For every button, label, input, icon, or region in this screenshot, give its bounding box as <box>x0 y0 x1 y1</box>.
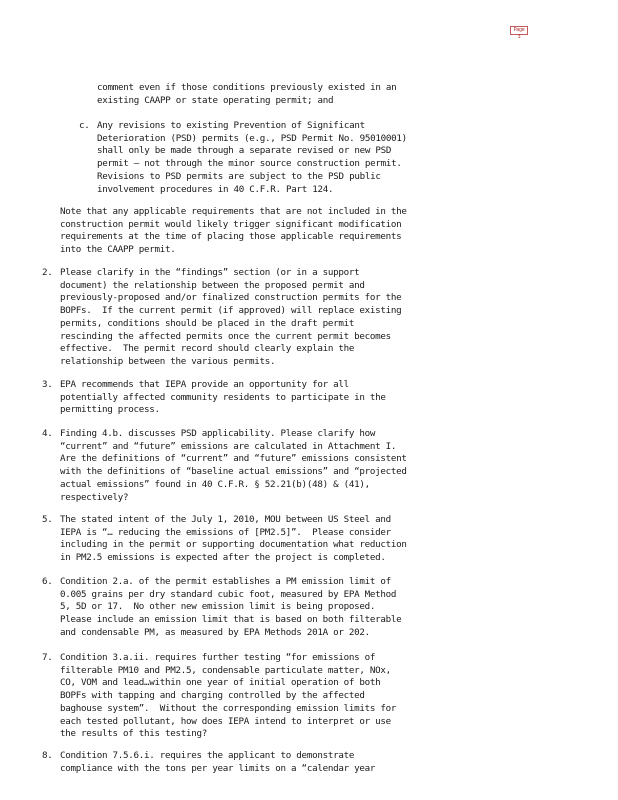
item-line: each tested pollutant, how does IEPA intend to interpret or use <box>60 715 391 727</box>
item-line: BOPFs. If the current permit (if approved) will replace existing <box>60 305 402 317</box>
item-line: Condition 7.5.6.i. requires the applicant to demonstrate <box>60 750 355 761</box>
item-line: filterable PM10 and PM2.5, condensable particulate matter, NOx, <box>60 664 391 676</box>
item-line: Are the definitions of “current” and “future” emissions consistent <box>60 453 407 465</box>
item-line: permits, conditions should be placed in the draft permit <box>60 317 355 329</box>
item-line: 0.005 grains per dry standard cubic foot, measured by EPA Method <box>60 588 397 600</box>
note-line: requirements at the time of placing those applicable requirements <box>60 231 402 243</box>
item-line: Condition 2.a. of the permit establishes a PM emission limit of <box>60 576 391 587</box>
item-line: previously-proposed and/or finalized construction permits for the <box>60 292 402 304</box>
subitem-c-line: Revisions to PSD permits are subject to the PSD public <box>97 170 381 182</box>
item-line: “current” and “future” emissions are calculated in Attachment I. <box>60 440 397 452</box>
item-line: permitting process. <box>60 404 160 416</box>
note-line: Note that any applicable requirements that are not included in the <box>60 206 407 217</box>
item-line: The stated intent of the July 1, 2010, MOU between US Steel and <box>60 514 391 525</box>
item-line: respectively? <box>60 491 129 503</box>
item-line: Please clarify in the “findings” section (or in a support <box>60 267 360 278</box>
item-number: 7. <box>42 652 53 663</box>
item-line: including in the permit or supporting documentation what reduction <box>60 539 407 551</box>
subitem-c-line: permit – not through the minor source construction permit. <box>97 158 402 170</box>
item-line: actual emissions” found in 40 C.F.R. § 52.21(b)(48) & (41), <box>60 478 370 490</box>
subitem-c-label: c. <box>79 120 90 131</box>
item-number: 6. <box>42 576 53 587</box>
item-line: and condensable PM, as measured by EPA Methods 201A or 202. <box>60 626 370 638</box>
subitem-b-line: comment even if those conditions previously existed in an <box>97 82 397 93</box>
subitem-c-line: Any revisions to existing Prevention of Significant <box>97 120 365 131</box>
item-number: 3. <box>42 379 53 390</box>
item-line: 5, 5D or 17. No other new emission limit is being proposed. <box>60 601 376 613</box>
item-line: effective. The permit record should clearly explain the <box>60 343 355 355</box>
item-line: baghouse system”. Without the corresponding emission limits for <box>60 702 397 714</box>
item-line: rescinding the affected permits once the current permit becomes <box>60 330 391 342</box>
subitem-b-line: existing CAAPP or state operating permit; and <box>97 94 334 106</box>
item-line: with the definitions of “baseline actual emissions” and “projected <box>60 466 407 478</box>
note-line: into the CAAPP permit. <box>60 244 176 256</box>
item-line: CO, VOM and lead…within one year of initial operation of both <box>60 677 381 689</box>
item-number: 2. <box>42 267 53 278</box>
item-number: 8. <box>42 750 53 761</box>
item-line: in PM2.5 emissions is expected after the project is completed. <box>60 552 386 564</box>
item-line: compliance with the tons per year limits on a “calendar year <box>60 762 376 774</box>
note-line: construction permit would likely trigger significant modification <box>60 218 402 230</box>
subitem-c-line: Deterioration (PSD) permits (e.g., PSD Permit No. 95010001) <box>97 132 407 144</box>
item-number: 4. <box>42 428 53 439</box>
item-line: potentially affected community residents to participate in the <box>60 391 386 403</box>
item-line: document) the relationship between the proposed permit and <box>60 279 365 291</box>
item-line: Finding 4.b. discusses PSD applicability. Please clarify how <box>60 428 376 439</box>
item-line: Condition 3.a.ii. requires further testing “for emissions of <box>60 652 376 663</box>
item-line: the results of this testing? <box>60 728 208 740</box>
item-line: relationship between the various permits. <box>60 355 276 367</box>
page-stamp: Page 3 <box>510 26 528 35</box>
item-line: BOPFs with tapping and charging controlled by the affected <box>60 690 365 702</box>
subitem-c-line: shall only be made through a separate revised or new PSD <box>97 145 392 157</box>
item-line: IEPA is “… reducing the emissions of [PM2.5]”. Please consider <box>60 526 391 538</box>
item-number: 5. <box>42 514 53 525</box>
subitem-c-line: involvement procedures in 40 C.F.R. Part 124. <box>97 183 334 195</box>
item-line: EPA recommends that IEPA provide an opportunity for all <box>60 379 349 390</box>
item-line: Please include an emission limit that is based on both filterable <box>60 614 402 626</box>
